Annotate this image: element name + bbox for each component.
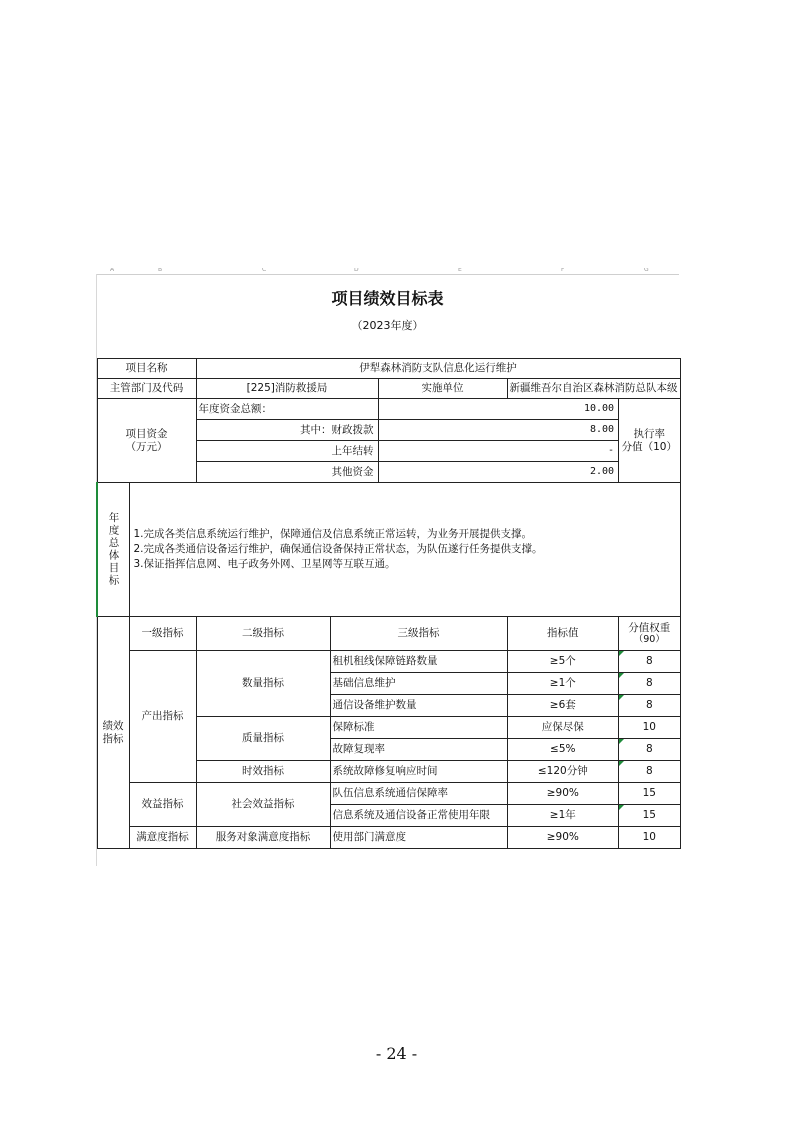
- column-header-strip: [96, 268, 679, 275]
- header-weight-cell: [619, 617, 680, 651]
- annual-goals-label: 年度总体目标: [97, 483, 129, 617]
- level1-benefit: 效益指标: [129, 783, 196, 827]
- level2-quality: 质量指标: [196, 717, 330, 761]
- indicator-value: ≥6套: [507, 695, 619, 717]
- project-name-row: [97, 359, 680, 379]
- indicator-value: ≤120分钟: [507, 761, 619, 783]
- header-level3: 三级指标: [330, 617, 507, 651]
- department-row: [97, 379, 680, 399]
- funds-total-label: 年度资金总额：: [196, 399, 378, 420]
- performance-label: 绩效指标: [97, 617, 129, 849]
- goal-item-3: 3.保证指挥信息网、电子政务外网、卫星网等互联互通。: [133, 558, 396, 571]
- indicator-value: ≥5个: [507, 651, 619, 673]
- header-value: 指标值: [507, 617, 619, 651]
- column-header-b: B: [158, 268, 163, 273]
- column-header-c: C: [262, 268, 267, 273]
- column-header-g: G: [644, 268, 649, 273]
- level2-timeliness: 时效指标: [196, 761, 330, 783]
- header-weight: 分值权重: [628, 621, 671, 634]
- indicator-weight: 8: [619, 761, 680, 783]
- level3-item: 队伍信息系统通信保障率: [330, 783, 507, 805]
- page-title: 项目绩效目标表: [331, 289, 444, 308]
- level1-output: 产出指标: [129, 651, 196, 783]
- level3-item: 通信设备维护数量: [330, 695, 507, 717]
- level1-satisfaction: 满意度指标: [129, 827, 196, 849]
- project-name-value: 伊犁森林消防支队信息化运行维护: [196, 359, 680, 379]
- table-row: [97, 783, 680, 805]
- implementing-unit-label: 实施单位: [378, 379, 507, 399]
- level3-item: 使用部门满意度: [330, 827, 507, 849]
- header-level2: 二级指标: [196, 617, 330, 651]
- header-weight-sub: （90）: [633, 634, 665, 646]
- table-row: [97, 827, 680, 849]
- column-header-f: F: [561, 268, 565, 273]
- department-value: [225]消防救援局: [196, 379, 378, 399]
- funds-other-value: 2.00: [378, 462, 619, 483]
- goal-item-2: 2.完成各类通信设备运行维护，确保通信设备保持正常状态，为队伍遂行任务提供支撑。: [133, 542, 543, 555]
- year-label: （2023年度）: [351, 319, 424, 332]
- level3-item: 信息系统及通信设备正常使用年限: [330, 805, 507, 827]
- indicator-weight: 10: [619, 827, 680, 849]
- implementing-unit-value: 新疆维吾尔自治区森林消防总队本级: [507, 379, 680, 399]
- header-level1: 一级指标: [129, 617, 196, 651]
- indicator-value: ≥1个: [507, 673, 619, 695]
- funds-row-total: [97, 399, 680, 420]
- funds-fiscal-value: 8.00: [378, 420, 619, 441]
- exec-rate-value: 分值（10）: [621, 440, 677, 453]
- table-row: [97, 651, 680, 673]
- annual-goals-row: [97, 483, 680, 617]
- level3-item: 基础信息维护: [330, 673, 507, 695]
- exec-rate-cell: [619, 399, 680, 483]
- page-number: - 24 -: [375, 1044, 418, 1063]
- goal-item-1: 1.完成各类信息系统运行维护，保障通信及信息系统正常运转，为业务开展提供支撑。: [133, 527, 533, 540]
- funds-unit: （万元）: [125, 440, 168, 453]
- funds-other-label: 其他资金: [196, 462, 378, 483]
- indicator-weight: 8: [619, 695, 680, 717]
- level3-item: 故障复现率: [330, 739, 507, 761]
- project-name-label: 项目名称: [97, 359, 196, 379]
- level2-service-satisfaction: 服务对象满意度指标: [196, 827, 330, 849]
- indicator-weight: 8: [619, 673, 680, 695]
- indicator-weight: 10: [619, 717, 680, 739]
- indicator-value: ≥90%: [507, 783, 619, 805]
- level3-item: 系统故障修复响应时间: [330, 761, 507, 783]
- funds-label: 项目资金: [125, 427, 168, 440]
- indicator-value: ≥90%: [507, 827, 619, 849]
- funds-fiscal-label: 其中：财政拨款: [196, 420, 378, 441]
- indicator-weight: 8: [619, 739, 680, 761]
- funds-label-cell: [97, 399, 196, 483]
- column-header-a: A: [110, 268, 115, 273]
- level2-quantity: 数量指标: [196, 651, 330, 717]
- department-label: 主管部门及代码: [97, 379, 196, 399]
- column-header-d: D: [354, 268, 359, 273]
- annual-goals-content: [129, 483, 680, 617]
- funds-total-value: 10.00: [378, 399, 619, 420]
- title-block: [96, 286, 679, 333]
- performance-header-row: [97, 617, 680, 651]
- column-header-e: E: [458, 268, 462, 273]
- funds-carryover-value: -: [378, 441, 619, 462]
- exec-rate-label: 执行率: [633, 427, 666, 440]
- indicator-weight: 15: [619, 783, 680, 805]
- indicator-value: ≤5%: [507, 739, 619, 761]
- funds-carryover-label: 上年结转: [196, 441, 378, 462]
- indicator-weight: 15: [619, 805, 680, 827]
- indicator-value: 应保尽保: [507, 717, 619, 739]
- indicator-value: ≥1年: [507, 805, 619, 827]
- level2-social-benefit: 社会效益指标: [196, 783, 330, 827]
- level3-item: 租机租线保障链路数量: [330, 651, 507, 673]
- level3-item: 保障标准: [330, 717, 507, 739]
- performance-goal-table: [96, 358, 681, 849]
- indicator-weight: 8: [619, 651, 680, 673]
